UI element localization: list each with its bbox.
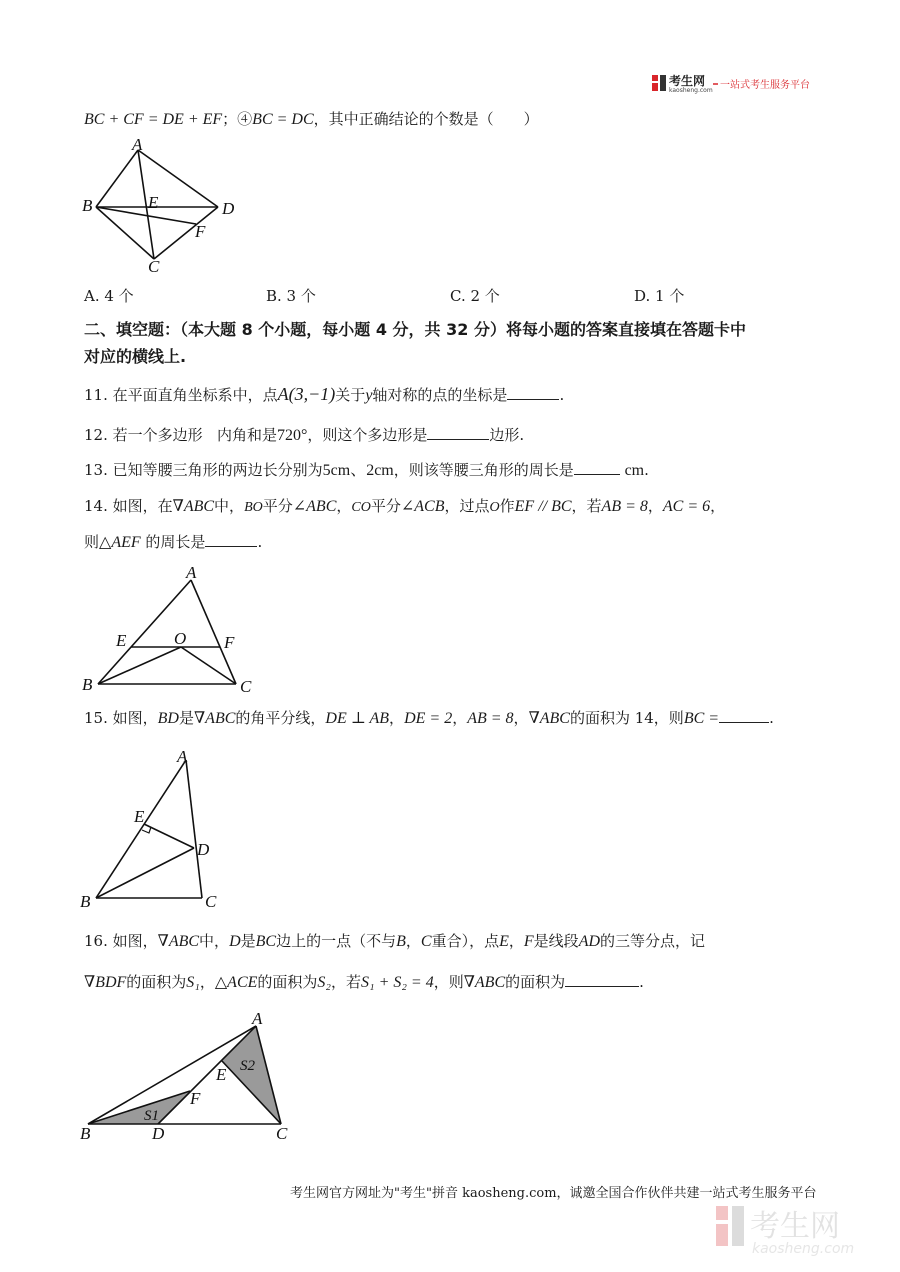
q16-num: 16. xyxy=(84,932,108,950)
q13-text-b: ，则该等腰三角形的周长是 xyxy=(393,461,574,479)
q16-line2-b: ， xyxy=(199,973,215,991)
q15-figure xyxy=(78,742,238,914)
q15-sep3: ， xyxy=(513,709,529,727)
q14-bo: BO xyxy=(244,500,263,515)
q16-label-c: C xyxy=(276,1124,288,1143)
q14-label-b: B xyxy=(82,675,93,694)
q15-label-d: D xyxy=(197,840,210,859)
q15-label-e: E xyxy=(134,807,145,826)
q15-text-c: 的角平分线， xyxy=(235,709,326,727)
q14-sep2: ， xyxy=(647,497,663,515)
logo-icon xyxy=(652,72,822,94)
q14-num: 14. xyxy=(84,497,108,515)
q12 xyxy=(84,425,524,446)
q16-line2-a: 的面积为 xyxy=(126,973,187,991)
q14-sep3: ， xyxy=(710,497,726,515)
q16-line1 xyxy=(84,931,705,952)
q10-label-e: E xyxy=(148,193,159,212)
q16-label-d: D xyxy=(152,1124,165,1143)
q16-bc: BC xyxy=(255,933,277,950)
watermark-logo-icon xyxy=(712,1198,882,1258)
q10-figure xyxy=(78,138,248,278)
q15-sep1: ， xyxy=(389,709,405,727)
q10-option-b[interactable]: B. 3 个 xyxy=(266,287,316,305)
q16-e: E xyxy=(499,933,509,950)
q15-seg-bd xyxy=(96,848,194,898)
q16-label-a: A xyxy=(252,1009,263,1028)
watermark-domain: kaosheng.com xyxy=(752,1241,855,1257)
watermark xyxy=(712,1198,882,1258)
q12-end: 边形. xyxy=(489,426,525,444)
q16-s1: S₁ xyxy=(186,974,200,991)
q14-ab: AB = 8 xyxy=(601,498,648,515)
q14-text-c: 平分 xyxy=(262,497,293,515)
q16-line2-f: 的面积为 xyxy=(505,973,566,991)
q14-aef: △AEF xyxy=(99,534,141,551)
q15-text-a: 如图， xyxy=(112,709,158,727)
q16-bdf: ∇BDF xyxy=(84,974,127,991)
q11-num: 11. xyxy=(84,386,108,404)
q14-o: O xyxy=(489,500,500,515)
q14-tri: ∇ABC xyxy=(172,498,215,515)
q15-label-b: B xyxy=(80,892,91,911)
q14-line1 xyxy=(84,496,725,518)
section2-heading-line1: 二、填空题：（本大题 8 个小题，每小题 4 分，共 32 分）将每小题的答案直接填在答题卡中 xyxy=(84,320,746,339)
q14-label-o: O xyxy=(174,629,187,648)
q14-text-a: 如图，在 xyxy=(112,497,173,515)
q14-text-f: 作 xyxy=(499,497,515,515)
q13-unit: cm xyxy=(624,462,645,479)
q16-text-f: 重合），点 xyxy=(431,932,500,950)
logo-slogan: 一站式考生服务平台 xyxy=(720,80,810,91)
q15-right-angle xyxy=(142,827,151,833)
q14-text-g: ，若 xyxy=(571,497,602,515)
q16-c: C xyxy=(420,933,432,950)
q15-sep2: ， xyxy=(452,709,468,727)
q10-eq1: BC + CF = DE + EF xyxy=(84,111,223,128)
q15-perp: DE ⊥ AB xyxy=(325,710,390,727)
q13-text-a: 已知等腰三角形的两边长分别为 xyxy=(112,461,323,479)
q12-text-a: 若一个多边形 xyxy=(112,426,203,444)
q14-line2-a: 则 xyxy=(84,533,100,551)
q16-line2-d: ，若 xyxy=(330,973,361,991)
q10-label-f: F xyxy=(195,222,206,241)
q11-text-a: 在平面直角坐标系中，点 xyxy=(112,386,278,404)
q15-label-a: A xyxy=(177,747,188,766)
q16-f: F xyxy=(523,933,534,950)
q15-num: 15. xyxy=(84,709,108,727)
q16-text-c: 是 xyxy=(240,932,256,950)
q14-label-a: A xyxy=(186,563,197,582)
q15-seg-ac xyxy=(186,760,202,898)
q16-text-d: 边上的一点（不与 xyxy=(276,932,397,950)
q16-sum: S₁ + S₂ = 4 xyxy=(361,974,434,991)
q16-text-b: 中， xyxy=(199,932,230,950)
q16-line2 xyxy=(84,972,644,993)
q16-figure xyxy=(76,1008,306,1148)
q10-text: ，其中正确结论的个数是（ ） xyxy=(313,110,539,128)
header-logo xyxy=(652,72,822,94)
q10-option-a[interactable]: A. 4 个 xyxy=(84,287,134,305)
q10-eq2: BC = DC xyxy=(252,111,314,128)
q16-text-i: 的三等分点，记 xyxy=(600,932,706,950)
q12-value: 720° xyxy=(276,427,308,444)
q10-seg-ab xyxy=(96,150,138,207)
q12-num: 12. xyxy=(84,426,108,444)
q16-end: . xyxy=(639,973,644,991)
q12-text-c: ，则这个多边形是 xyxy=(307,426,428,444)
q15-tri: ∇ABC xyxy=(194,710,236,727)
q11-answer-blank[interactable] xyxy=(507,385,559,400)
q14-label-c: C xyxy=(240,677,252,696)
q16-text-h: 是线段 xyxy=(533,932,579,950)
q14-line2-b: 的周长是 xyxy=(145,533,206,551)
q10-conclusion-line xyxy=(84,109,539,130)
q15-end: . xyxy=(769,709,774,727)
q14-par: EF // BC xyxy=(514,498,572,515)
q15-text-b: 是 xyxy=(178,709,194,727)
q14-ang1: ∠ABC xyxy=(292,498,337,515)
q10-sep: ；④ xyxy=(222,110,253,128)
q11-text-b: 关于 xyxy=(335,386,366,404)
q14-co: CO xyxy=(351,500,371,515)
q14-sep1: ， xyxy=(336,497,352,515)
q14-text-e: ，过点 xyxy=(444,497,490,515)
q12-text-b: 内角和是 xyxy=(216,426,277,444)
q16-text-g: ， xyxy=(508,932,524,950)
q16-answer-blank[interactable] xyxy=(565,972,639,987)
q11-text-c: 轴对称的点的坐标是 xyxy=(372,386,508,404)
q14-seg-bo xyxy=(98,647,181,684)
q16-d: D xyxy=(229,933,241,950)
q16-label-b: B xyxy=(80,1124,91,1143)
q14-end: . xyxy=(257,533,263,551)
q16-ad: AD xyxy=(578,933,601,950)
q12-answer-blank[interactable] xyxy=(427,425,489,440)
q11-point: A(3,−1) xyxy=(277,384,336,404)
q11 xyxy=(84,384,564,406)
q14-ac: AC = 6 xyxy=(662,498,711,515)
q14-line2 xyxy=(84,532,262,553)
q10-label-a: A xyxy=(132,138,143,154)
q16-s2: S₂ xyxy=(317,974,331,991)
q11-axis: y xyxy=(365,387,373,404)
q15-bd: BD xyxy=(157,710,179,727)
q16-tri: ∇ABC xyxy=(157,933,200,950)
q14-answer-blank[interactable] xyxy=(205,532,257,547)
q14-figure xyxy=(78,562,268,697)
q14-text-b: 中， xyxy=(214,497,245,515)
q13 xyxy=(84,460,649,481)
q10-label-b: B xyxy=(82,196,93,215)
q11-end: . xyxy=(559,386,565,404)
q14-label-e: E xyxy=(116,631,127,650)
q15-bc: BC = xyxy=(683,710,720,727)
q15-ab: AB = 8 xyxy=(467,710,514,727)
q16-line2-c: 的面积为 xyxy=(257,973,318,991)
q14-label-f: F xyxy=(224,633,235,652)
q16-ace: △ACE xyxy=(214,974,258,991)
q15-text-d: 的面积为 14，则 xyxy=(569,709,684,727)
q15-line1 xyxy=(84,708,774,729)
q13-end: . xyxy=(644,461,649,479)
q15-de: DE = 2 xyxy=(404,710,453,727)
q16-label-e: E xyxy=(216,1065,227,1084)
q16-tri2: ∇ABC xyxy=(463,974,506,991)
q16-text-a: 如图， xyxy=(112,932,158,950)
q13-num: 13. xyxy=(84,461,108,479)
q10-option-d[interactable]: D. 1 个 xyxy=(634,287,685,305)
watermark-brand: 考生网 xyxy=(750,1209,840,1244)
q14-ang2: ∠ACB xyxy=(400,498,445,515)
q13-value: 5cm、2cm xyxy=(322,462,394,479)
q16-label-s1: S1 xyxy=(144,1108,159,1124)
q14-text-d: 平分 xyxy=(370,497,401,515)
q15-label-c: C xyxy=(205,892,217,911)
logo-brand: 考生网 xyxy=(669,74,706,88)
q16-b: B xyxy=(396,933,406,950)
q10-option-c[interactable]: C. 2 个 xyxy=(450,287,500,305)
q15-seg-ab xyxy=(96,760,186,898)
q15-tri2: ∇ABC xyxy=(528,710,570,727)
q10-label-d: D xyxy=(222,199,235,218)
q16-line2-e: ，则 xyxy=(433,973,464,991)
q16-label-s2: S2 xyxy=(240,1058,255,1074)
q15-seg-de xyxy=(144,824,194,848)
q10-label-c: C xyxy=(148,257,160,276)
q10-seg-cd xyxy=(154,207,218,259)
footer-text: 考生网官方网址为"考生"拼音 kaosheng.com，诚邀全国合作伙伴共建一站式考生服务平台 xyxy=(290,1186,817,1201)
logo-domain: kaosheng.com xyxy=(669,87,713,94)
q15-answer-blank[interactable] xyxy=(719,708,769,723)
q16-label-f: F xyxy=(190,1089,201,1108)
q16-text-e: ， xyxy=(405,932,421,950)
section2-heading-line2: 对应的横线上. xyxy=(84,347,187,366)
q13-answer-blank[interactable] xyxy=(574,460,620,475)
